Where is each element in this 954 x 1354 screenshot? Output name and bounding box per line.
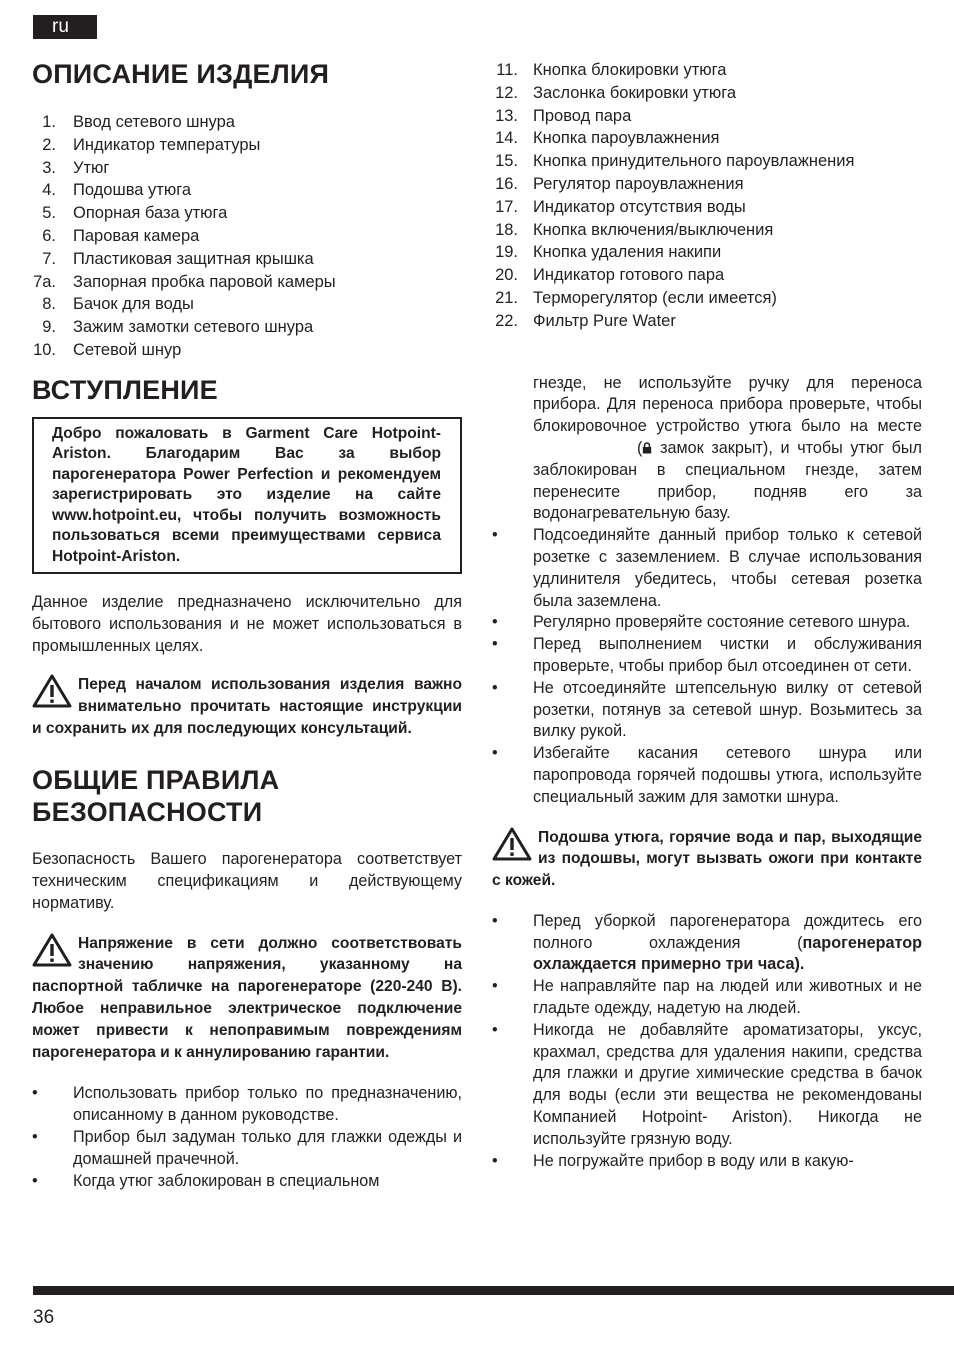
part-number: 20. — [495, 266, 518, 285]
left-column — [32, 58, 462, 1192]
parts-list-left — [32, 111, 462, 362]
page-number: 36 — [33, 1307, 55, 1328]
part-number: 18. — [495, 220, 518, 239]
lock-icon — [642, 442, 652, 454]
part-label: Ввод сетевого шнура — [73, 113, 235, 131]
part-number: 10. — [33, 340, 56, 359]
part-number: 3. — [42, 158, 56, 177]
part-list-item — [492, 219, 922, 242]
part-list-item — [492, 173, 922, 196]
part-label: Заслонка бокировки утюга — [533, 83, 737, 102]
list-item: • Никогда не добавляйте ароматизаторы, уксус, крахмал, средства для удаления накипи, средства для глажки и другие химические средства в бачок для воды (если эти вещества не рекомендованы Компанией Hotpoint- Ariston). Никогда не используйте грязную воду. — [492, 1020, 922, 1151]
part-label: Провод пара — [533, 106, 632, 125]
part-label: Терморегулятор (если имеется) — [533, 288, 777, 307]
safety-bullets-right-2 — [492, 911, 922, 1173]
part-label: Пластиковая защитная крышка — [73, 249, 314, 268]
part-label: Регулятор пароувлажнения — [533, 174, 744, 193]
part-label: Индикатор отсутствия воды — [533, 197, 746, 216]
part-list-item — [32, 271, 462, 294]
part-number: 2. — [42, 135, 56, 154]
part-number: 5. — [42, 204, 56, 223]
intro-title: ВСТУПЛЕНИЕ — [32, 374, 218, 405]
list-item: • Использовать прибор только по предназначению, описанному в данном руководстве. — [32, 1083, 462, 1127]
cool-text: Перед уборкой парогенератора дождитесь его полного охлаждения ( — [533, 911, 922, 952]
description-title: ОПИСАНИЕ ИЗДЕЛИЯ — [32, 59, 330, 89]
warning-icon — [32, 674, 72, 708]
part-number: 12. — [495, 83, 518, 102]
welcome-text: Добро пожаловать в Garment Care Hotpoint-Ariston. Благодарим Вас за выбор парогенератора Power Perfection и рекомендуем зарегистрировать это изделие на сайте www.hotpoint.eu, чтобы получить возможность пользоваться всеми преимуществами сервиса Hotpoint-Ariston. — [52, 424, 441, 565]
part-label: Кнопка удаления накипи — [533, 243, 722, 262]
safety-intro-text: Безопасность Вашего парогенератора соответствует техническим спецификациям и действующему нормативу. — [32, 849, 462, 912]
part-list-item — [492, 310, 922, 333]
warning-hot-surface — [492, 827, 922, 892]
part-number: 7a. — [33, 272, 56, 291]
part-number: 8. — [42, 295, 56, 314]
part-list-item — [32, 225, 462, 248]
list-item: • Не отсоединяйте штепсельную вилку от сетевой розетки, потянув за сетевой шнур. Возьмитесь за вилку рукой. — [492, 678, 922, 743]
list-item: • Не направляйте пар на людей или животных и не гладьте одежду, надетую на людей. — [492, 976, 922, 1020]
part-label: Кнопка пароувлажнения — [533, 129, 720, 148]
part-label: Индикатор температуры — [73, 135, 261, 154]
part-label: Сетевой шнур — [73, 340, 182, 359]
continued-text: гнезде, не используйте ручку для переноса прибора. Для переноса прибора проверьте, чтобы блокировочное устройство утюга было на месте — [533, 373, 922, 436]
language-tag: ru — [33, 15, 97, 39]
part-label: Подошва утюга — [73, 181, 192, 200]
list-item-continued: гнезде, не используйте ручку для переноса прибора. Для переноса прибора проверьте, чтобы блокировочное устройство утюга было на месте ( замок закрыт), и чтобы утюг был заблокирован в специальном гнезде, затем перенесите прибор, подняв его за водонагревательную базу. — [533, 373, 923, 523]
warning-read-instructions — [32, 674, 462, 739]
part-list-item — [32, 316, 462, 339]
parts-list-right — [492, 59, 922, 333]
list-item: • Избегайте касания сетевого шнура или паропровода горячей подошвы утюга, используйте специальный зажим для замотки шнура. — [492, 743, 922, 808]
part-label: Утюг — [73, 158, 110, 177]
part-list-item — [32, 293, 462, 316]
warning-read-text: Перед началом использования изделия важно внимательно прочитать настоящие инструкции и сохранить их для последующих консультаций. — [32, 676, 462, 737]
part-list-item — [492, 82, 922, 105]
part-number: 13. — [495, 106, 518, 125]
part-list-item — [492, 150, 922, 173]
list-item: • Когда утюг заблокирован в специальном — [32, 1171, 462, 1193]
list-item: • Подсоединяйте данный прибор только к сетевой розетке с заземлением. В случае использования удлинителя убедитесь, чтобы сетевая розетка была заземлена. — [492, 525, 922, 612]
part-number: 15. — [495, 152, 518, 171]
part-label: Бачок для воды — [73, 295, 194, 314]
part-label: Индикатор готового пара — [533, 266, 725, 285]
part-label: Запорная пробка паровой камеры — [73, 272, 336, 291]
part-number: 11. — [496, 61, 518, 79]
list-item: • Перед выполнением чистки и обслуживания проверьте, чтобы прибор был отсоединен от сети. — [492, 634, 922, 678]
part-list-item — [492, 241, 922, 264]
lock-text: замок закрыт), и чтобы утюг был заблокирован в специальном гнезде, затем перенесите прибор, подняв его за водонагревательную базу. — [533, 438, 923, 523]
part-number: 22. — [495, 311, 518, 330]
part-list-item — [32, 179, 462, 202]
part-number: 14. — [495, 129, 518, 148]
list-item: • Не погружайте прибор в воду или в какую- — [492, 1151, 922, 1173]
part-list-item — [492, 105, 922, 128]
part-number: 21. — [495, 288, 518, 307]
right-column — [492, 59, 922, 1172]
part-label: Паровая камера — [73, 226, 200, 245]
part-label: Кнопка принудительного пароувлажнения — [533, 152, 855, 171]
part-list-item — [492, 196, 922, 219]
welcome-box — [32, 417, 462, 575]
list-item: • Регулярно проверяйте состояние сетевого шнура. — [492, 612, 922, 634]
intended-use-text: Данное изделие предназначено исключительно для бытового использования и не может использоваться в промышленных целях. — [32, 593, 462, 656]
part-number: 7. — [42, 249, 56, 268]
warning-voltage-text: Напряжение в сети должно соответствовать значению напряжения, указанному на паспортной табличке на парогенераторе (220-240 В). Любое неправильное электрическое подключение может привести к непоправимым повреждениям парогенератора и к аннулированию гарантии. — [32, 934, 462, 1061]
part-number: 1. — [42, 113, 56, 131]
part-list-item — [492, 287, 922, 310]
part-number: 17. — [495, 197, 518, 216]
safety-title-line2: БЕЗОПАСНОСТИ — [32, 796, 263, 827]
warning-voltage — [32, 933, 462, 1064]
part-label: Зажим замотки сетевого шнура — [73, 318, 314, 337]
part-number: 6. — [42, 226, 56, 245]
part-list-item — [492, 127, 922, 150]
part-list-item — [32, 248, 462, 271]
part-number: 19. — [495, 243, 518, 262]
list-item — [492, 911, 922, 976]
safety-title-line1: ОБЩИЕ ПРАВИЛА — [32, 764, 280, 795]
part-label: Опорная база утюга — [73, 204, 228, 223]
part-label: Кнопка включения/выключения — [533, 220, 774, 239]
safety-bullets-left — [32, 1083, 462, 1192]
warning-icon — [32, 933, 72, 967]
list-item: • Прибор был задуман только для глажки одежды и домашней прачечной. — [32, 1127, 462, 1171]
warning-hot-text: Подошва утюга, горячие вода и пар, выходящие из подошвы, могут вызвать ожоги при контакте с кожей. — [492, 828, 922, 890]
part-list-item — [492, 59, 922, 82]
part-list-item — [492, 264, 922, 287]
warning-icon — [492, 827, 532, 861]
part-list-item — [32, 157, 462, 180]
part-label: Кнопка блокировки утюга — [533, 61, 727, 79]
part-list-item — [32, 134, 462, 157]
part-number: 9. — [42, 318, 56, 337]
part-list-item — [32, 339, 462, 362]
part-list-item — [32, 202, 462, 225]
safety-bullets-right — [492, 373, 922, 809]
part-label: Фильтр Pure Water — [533, 311, 676, 330]
part-list-item — [32, 111, 462, 134]
part-number: 16. — [495, 174, 518, 193]
cool-bold-text: парогенератор охлаждается примерно три часа). — [533, 933, 922, 974]
footer-bar — [33, 1286, 954, 1295]
part-number: 4. — [42, 181, 56, 200]
